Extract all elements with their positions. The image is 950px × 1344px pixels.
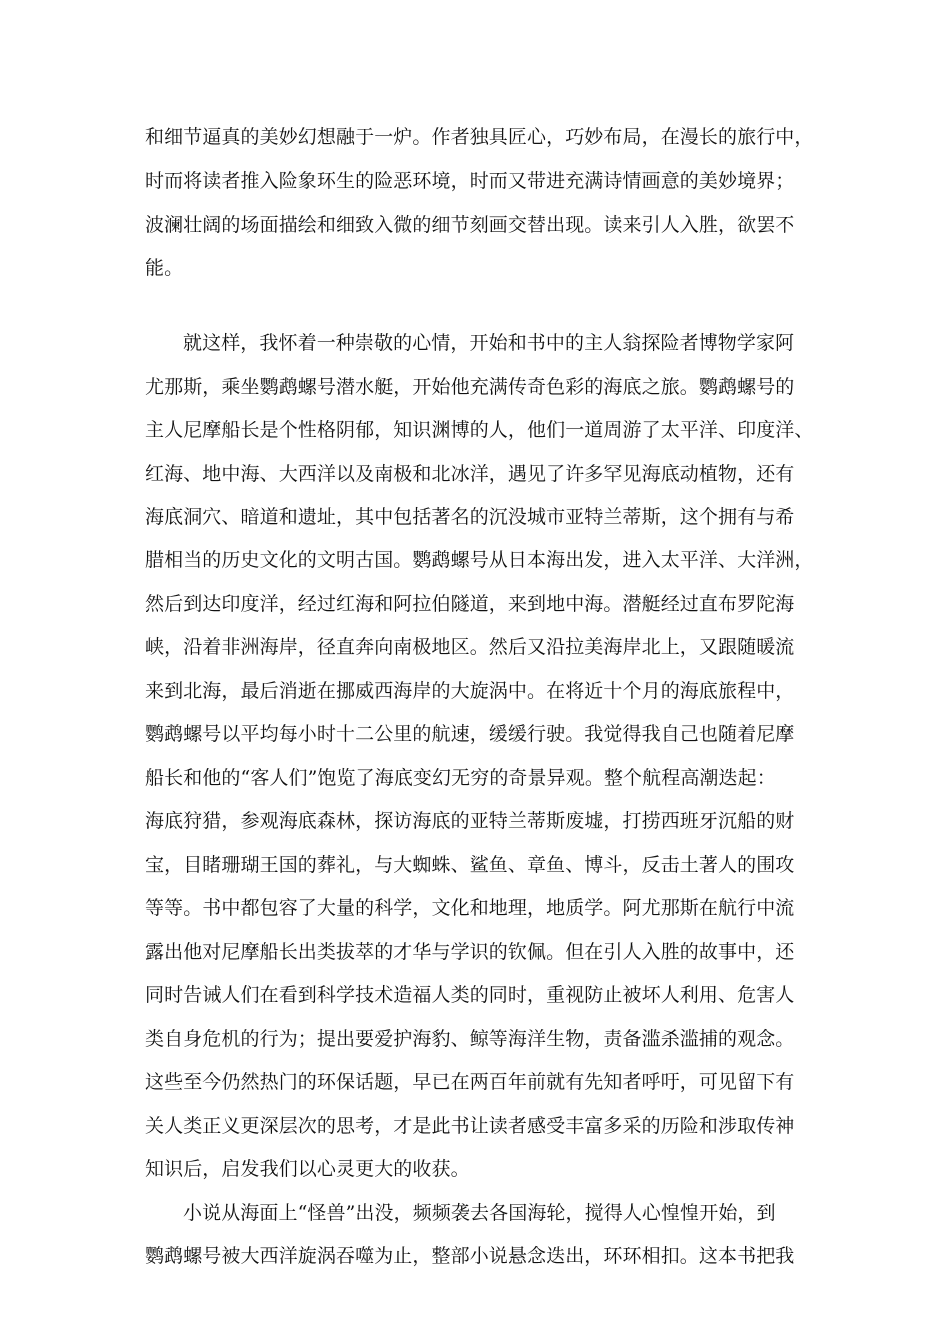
paragraph-2-line-6: 腊相当的历史文化的文明古国。鹦鹉螺号从日本海出发，进入太平洋、大洋洲， xyxy=(145,549,814,571)
paragraph-2-line-14: 等等。书中都包容了大量的科学，文化和地理，地质学。阿尤那斯在航行中流 xyxy=(145,897,795,919)
paragraph-2-line-10: 鹦鹉螺号以平均每小时十二公里的航速，缓缓行驶。我觉得我自己也随着尼摩 xyxy=(145,723,795,745)
paragraph-2-line-4: 红海、地中海、大西洋以及南极和北冰洋，遇见了许多罕见海底动植物，还有 xyxy=(145,463,795,485)
paragraph-2-line-16: 同时告诫人们在看到科学技术造福人类的同时，重视防止被坏人利用、危害人 xyxy=(145,984,795,1006)
paragraph-2-line-19: 关人类正义更深层次的思考，才是此书让读者感受丰富多采的历险和涉取传神 xyxy=(145,1115,795,1137)
paragraph-2-line-7: 然后到达印度洋，经过红海和阿拉伯隧道，来到地中海。潜艇经过直布罗陀海 xyxy=(145,593,795,615)
paragraph-2-line-2: 尤那斯，乘坐鹦鹉螺号潜水艇，开始他充满传奇色彩的海底之旅。鹦鹉螺号的 xyxy=(145,376,795,398)
paragraph-1-line-3: 波澜壮阔的场面描绘和细致入微的细节刻画交替出现。读来引人入胜，欲罢不 xyxy=(145,214,795,236)
paragraph-2-line-5: 海底洞穴、暗道和遗址，其中包括著名的沉没城市亚特兰蒂斯，这个拥有与希 xyxy=(145,506,795,528)
paragraph-2-line-12: 海底狩猎，参观海底森林，探访海底的亚特兰蒂斯废墟，打捞西班牙沉船的财 xyxy=(145,810,795,832)
paragraph-1-line-1: 和细节逼真的美妙幻想融于一炉。作者独具匠心，巧妙布局，在漫长的旅行中， xyxy=(145,126,814,148)
paragraph-2-line-11: 船长和他的“客人们”饱览了海底变幻无穷的奇景异观。整个航程高潮迭起： xyxy=(145,767,776,789)
paragraph-3-line-2: 鹦鹉螺号被大西洋旋涡吞噬为止，整部小说悬念迭出，环环相扣。这本书把我 xyxy=(145,1245,795,1267)
paragraph-2-line-20: 知识后，启发我们以心灵更大的收获。 xyxy=(145,1158,470,1180)
paragraph-2-line-3: 主人尼摩船长是个性格阴郁，知识渊博的人，他们一道周游了太平洋、印度洋、 xyxy=(145,419,814,441)
paragraph-1-line-2: 时而将读者推入险象环生的险恶环境，时而又带进充满诗情画意的美妙境界； xyxy=(145,170,795,192)
paragraph-3-line-1: 小说从海面上“怪兽”出没，频频袭去各国海轮，搅得人心惶惶开始，到 xyxy=(183,1202,776,1224)
paragraph-2-line-13: 宝，目睹珊瑚王国的葬礼，与大蜘蛛、鲨鱼、章鱼、博斗，反击土著人的围攻 xyxy=(145,854,795,876)
paragraph-2-line-1: 就这样，我怀着一种崇敬的心情，开始和书中的主人翁探险者博物学家阿 xyxy=(183,332,795,354)
paragraph-1-line-4: 能。 xyxy=(145,257,184,279)
paragraph-2-line-18: 这些至今仍然热门的环保话题，早已在两百年前就有先知者呼吁，可见留下有 xyxy=(145,1071,795,1093)
paragraph-2-line-17: 类自身危机的行为；提出要爱护海豹、鲸等海洋生物，责备滥杀滥捕的观念。 xyxy=(145,1028,795,1050)
paragraph-2-line-8: 峡，沿着非洲海岸，径直奔向南极地区。然后又沿拉美海岸北上，又跟随暖流 xyxy=(145,636,795,658)
paragraph-2-line-15: 露出他对尼摩船长出类拔萃的才华与学识的钦佩。但在引人入胜的故事中，还 xyxy=(145,941,795,963)
paragraph-2-line-9: 来到北海，最后消逝在挪威西海岸的大旋涡中。在将近十个月的海底旅程中， xyxy=(145,680,795,702)
